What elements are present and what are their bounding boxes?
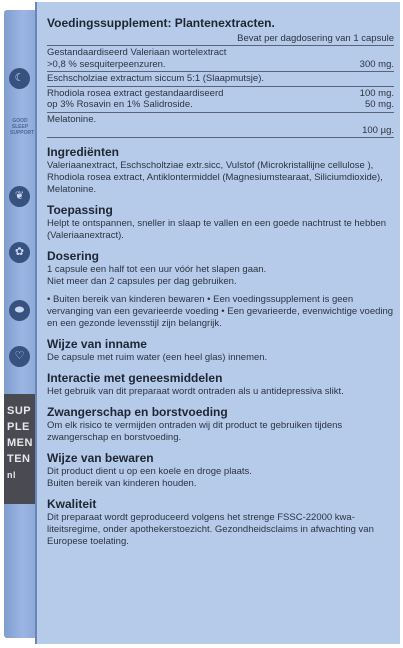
divider: [47, 86, 394, 87]
nutrition-name: Eschscholziae extractum siccum 5:1 (Slaapmutsje).: [47, 73, 264, 84]
intake-title: Wijze van inname: [47, 337, 147, 351]
quality-text: Dit preparaat wordt geproduceerd volgens het strenge FSSC-22000 kwa-liteitsregime, onder apothekerstoezicht. Gezondheidsclaims in afwachting van Europese toelating.: [47, 512, 374, 547]
nutrition-amount: [332, 73, 394, 85]
box-back-panel: [35, 2, 400, 644]
brand-line: MEN: [7, 437, 33, 449]
nutrition-row: [47, 47, 394, 70]
storage-line: Dit product dient u op een koele en droge plaats.: [47, 466, 252, 477]
usage-title: Toepassing: [47, 203, 113, 217]
nutrition-amount: 50 mg.: [364, 99, 394, 110]
spine-claim-line: SUPPORT: [10, 130, 35, 136]
nutrition-row: [47, 99, 394, 111]
nutrition-amount: 100 µg.: [362, 124, 394, 136]
nutrition-amount: 100 mg.: [359, 87, 394, 99]
pregnancy-text: Om elk risico te vermijden ontraden wij dit product te gebruiken tijdens zwangerschap en borstvoeding.: [47, 420, 343, 443]
nutrition-amount: 300 mg.: [359, 58, 394, 70]
dosage-line: 1 capsule een half tot een uur vóór het slapen gaan.: [47, 264, 267, 275]
divider: [47, 112, 394, 113]
divider: [47, 71, 394, 72]
divider: [47, 137, 394, 138]
label-title: Voedingssupplement: Plantenextracten.: [47, 16, 275, 30]
nutrition-row: [47, 73, 394, 85]
brand-line: SUP: [7, 405, 32, 417]
dosage-warning: • Buiten bereik van kinderen bewaren • Een voedingssupplement is geen vervanging van een gevarieerde voeding • Een gevarieerde, evenwichtige voeding en een gezonde levensstijl zijn belangrijk.: [47, 294, 394, 329]
heart-icon: ♡: [9, 346, 30, 367]
spine-claim: [10, 118, 35, 136]
brand-line: TEN: [7, 453, 31, 465]
box-spine: [4, 10, 35, 638]
storage-line: Buiten bereik van kinderen houden.: [47, 478, 197, 489]
ingredients-title: Ingrediënten: [47, 145, 120, 159]
brand-line: PLE: [7, 421, 30, 433]
divider: [47, 45, 394, 46]
brand-block: [4, 394, 35, 504]
ingredients-text: Valeriaanextract, Eschscholtziae extr.sicc, Vulstof (Microkristallijne cellulose ), Rhodiola rosea extract, Antiklontermiddel (Magnesiumstearaat, Siliciumdioxide), Melatonine.: [47, 160, 383, 195]
interaction-text: Het gebruik van dit preparaat wordt ontraden als u antidepressiva slikt.: [47, 386, 344, 397]
nutrition-name: op 3% Rosavin en 1% Salidroside.: [47, 99, 193, 110]
usage-text: Helpt te ontspannen, sneller in slaap te vallen en een goede nachtrust te hebben (Valeriaanextract).: [47, 218, 387, 241]
nutrition-name: Melatonine.: [47, 113, 97, 125]
supplement-box: [4, 2, 400, 644]
leaf-icon: ❦: [9, 186, 30, 207]
nutrition-row: [47, 88, 394, 100]
nutrition-name: Rhodiola rosea extract gestandaardiseerd: [47, 87, 224, 99]
moon-icon: ☾: [9, 68, 30, 89]
nutrition-name: Gestandaardiseerd Valeriaan wortelextract >0,8 % sesquiterpeenzuren.: [47, 47, 227, 70]
brand-logo: [7, 403, 33, 483]
label-content: [47, 16, 394, 548]
nutrition-row: [47, 114, 394, 137]
plant-icon: ✿: [9, 242, 30, 263]
dosage-line: Niet meer dan 2 capsules per dag gebruiken.: [47, 276, 237, 287]
interaction-title: Interactie met geneesmiddelen: [47, 371, 223, 385]
capsule-icon: ⬬: [9, 300, 30, 321]
storage-title: Wijze van bewaren: [47, 451, 154, 465]
intake-text: De capsule met ruim water (een heel glas) innemen.: [47, 352, 268, 363]
spine-claim-line: GOOD: [12, 118, 28, 124]
pregnancy-title: Zwangerschap en borstvoeding: [47, 405, 228, 419]
quality-title: Kwaliteit: [47, 497, 97, 511]
spine-claim-line: SLEEP: [11, 124, 29, 130]
dose-header: Bevat per dagdosering van 1 capsule: [237, 33, 394, 44]
brand-line: nl: [7, 470, 16, 480]
dosage-title: Dosering: [47, 249, 100, 263]
